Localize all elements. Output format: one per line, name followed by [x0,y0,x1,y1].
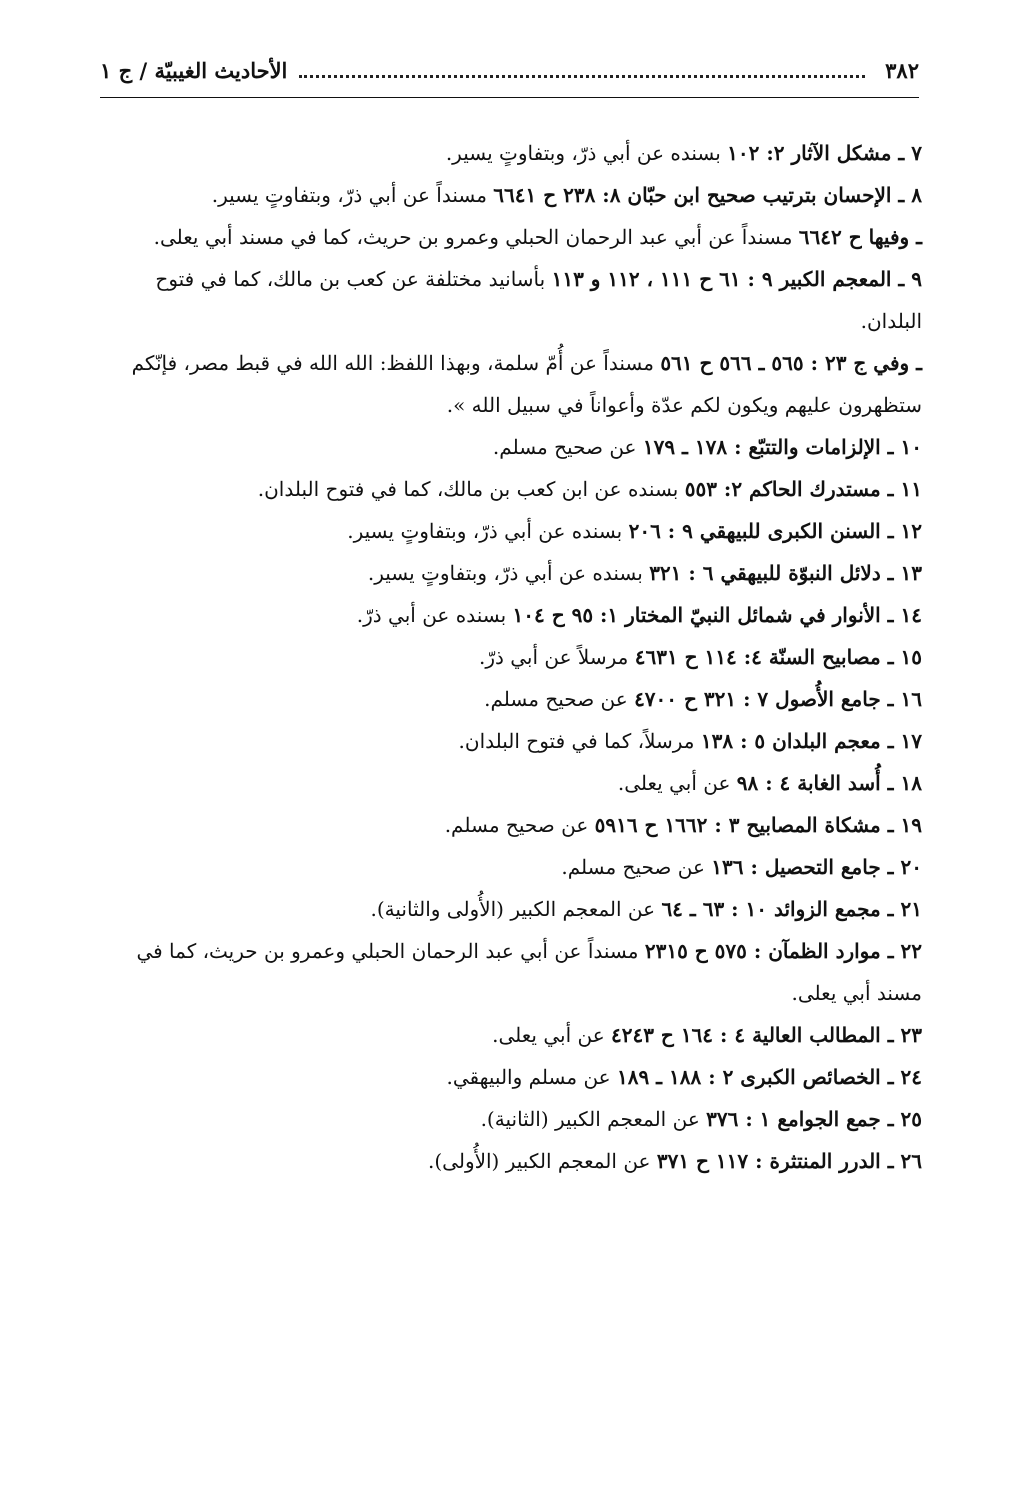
reference-entry [100,1056,922,1098]
entry-source: ١٢ ـ السنن الكبرى للبيهقي ٩ : ٢٠٦ [628,519,922,543]
entry-source: ١٤ ـ الأنوار في شمائل النبيّ المختار ١: ٩٥ ح ١٠٤ [512,603,922,627]
reference-entry [100,930,922,1014]
reference-entry [100,1014,922,1056]
entry-text: عن صحيح مسلم. [484,687,635,711]
entry-source: ١١ ـ مستدرك الحاكم ٢: ٥٥٣ [684,477,922,501]
reference-entry [100,762,922,804]
entry-text: مسنداً عن أبي عبد الرحمان الحبلي وعمرو بن حريث، كما في مسند أبي يعلى. [153,225,799,249]
entry-source: ٢٤ ـ الخصائص الكبرى ٢ : ١٨٨ ـ ١٨٩ [616,1065,922,1089]
entry-text: عن مسلم والبيهقي. [446,1065,617,1089]
entry-source: ١٥ ـ مصابيح السنّة ٤: ١١٤ ح ٤٦٣١ [634,645,922,669]
reference-entry [100,1140,922,1182]
leader-dots [299,75,865,78]
entry-text: عن أبي يعلى. [617,771,737,795]
entry-source: ـ وفيها ح ٦٦٤٢ [798,225,922,249]
entry-text: مرسلاً، كما في فتوح البلدان. [458,729,701,753]
entry-source: ٢٣ ـ المطالب العالية ٤ : ١٦٤ ح ٤٢٤٣ [611,1023,922,1047]
entry-source: ١٣ ـ دلائل النبوّة للبيهقي ٦ : ٣٢١ [649,561,922,585]
entry-text: مسنداً عن أُمّ سلمة، وبهذا اللفظ: الله الله في قبط مصر، فإنّكم ستظهرون عليهم ويكون لكم عدّة وأعواناً في سبيل الله ». [131,351,922,417]
reference-list [100,132,922,1182]
entry-text: مرسلاً عن أبي ذرّ. [478,645,635,669]
entry-text: عن صحيح مسلم. [444,813,595,837]
reference-entry [100,888,922,930]
entry-source: ـ وفي ج ٢٣ : ٥٦٥ ـ ٥٦٦ ح ٥٦١ [660,351,922,375]
entry-source: ٨ ـ الإحسان بترتيب صحيح ابن حبّان ٨: ٢٣٨ ح ٦٦٤١ [493,183,922,207]
entry-source: ١٦ ـ جامع الأُصول ٧ : ٣٢١ ح ٤٧٠٠ [634,687,922,711]
entry-source: ٢٢ ـ موارد الظمآن : ٥٧٥ ح ٢٣١٥ [644,939,922,963]
entry-text: مسنداً عن أبي ذرّ، وبتفاوتٍ يسير. [211,183,494,207]
entry-text: بسنده عن أبي ذرّ، وبتفاوتٍ يسير. [367,561,650,585]
entry-text: بسنده عن أبي ذرّ، وبتفاوتٍ يسير. [347,519,629,543]
entry-text: عن المعجم الكبير (الأُولى والثانية). [370,897,662,921]
entry-text: مسنداً عن أبي عبد الرحمان الحبلي وعمرو بن حريث، كما في مسند أبي يعلى. [136,939,922,1005]
entry-source: ١٠ ـ الإلزامات والتتبّع : ١٧٨ ـ ١٧٩ [642,435,922,459]
entry-text: عن المعجم الكبير (الأُولى). [428,1149,657,1173]
entry-text: بسنده عن ابن كعب بن مالك، كما في فتوح البلدان. [257,477,685,501]
running-title: الأحاديث الغيبيّة / ج ١ [100,57,288,83]
reference-entry [100,174,922,216]
reference-entry [100,426,922,468]
entry-source: ٧ ـ مشكل الآثار ٢: ١٠٢ [727,141,922,165]
entry-text: عن صحيح مسلم. [561,855,712,879]
reference-entry [100,720,922,762]
entry-source: ٢٥ ـ جمع الجوامع ١ : ٣٧٦ [706,1107,922,1131]
reference-entry [100,594,922,636]
entry-text: عن أبي يعلى. [492,1023,611,1047]
entry-text: بسنده عن أبي ذرّ. [356,603,513,627]
reference-entry [100,846,922,888]
reference-entry [100,552,922,594]
entry-text: عن المعجم الكبير (الثانية). [480,1107,707,1131]
entry-source: ١٩ ـ مشكاة المصابيح ٣ : ١٦٦٢ ح ٥٩١٦ [594,813,922,837]
reference-entry [100,132,922,174]
entry-source: ٢٠ ـ جامع التحصيل : ١٣٦ [711,855,922,879]
reference-entry [100,1098,922,1140]
reference-entry [100,468,922,510]
entry-text: بسنده عن أبي ذرّ، وبتفاوتٍ يسير. [445,141,728,165]
entry-source: ٢٦ ـ الدرر المنتثرة : ١١٧ ح ٣٧١ [656,1149,922,1173]
entry-source: ١٨ ـ أُسد الغابة ٤ : ٩٨ [736,771,922,795]
reference-entry [100,510,922,552]
header-rule [100,97,919,98]
entry-text: بأسانيد مختلفة عن كعب بن مالك، كما في فتوح البلدان. [155,267,922,333]
reference-entry [100,258,922,342]
reference-subentry [100,342,922,426]
reference-entry [100,804,922,846]
reference-entry [100,678,922,720]
page-number: ٣٨٢ [885,57,919,83]
entry-source: ٩ ـ المعجم الكبير ٩ : ٦١ ح ١١١ ، ١١٢ و ١١٣ [551,267,922,291]
reference-subentry [100,216,922,258]
reference-entry [100,636,922,678]
entry-source: ١٧ ـ معجم البلدان ٥ : ١٣٨ [700,729,922,753]
entry-text: عن صحيح مسلم. [492,435,643,459]
page-header [100,50,919,90]
entry-source: ٢١ ـ مجمع الزوائد ١٠ : ٦٣ ـ ٦٤ [661,897,922,921]
